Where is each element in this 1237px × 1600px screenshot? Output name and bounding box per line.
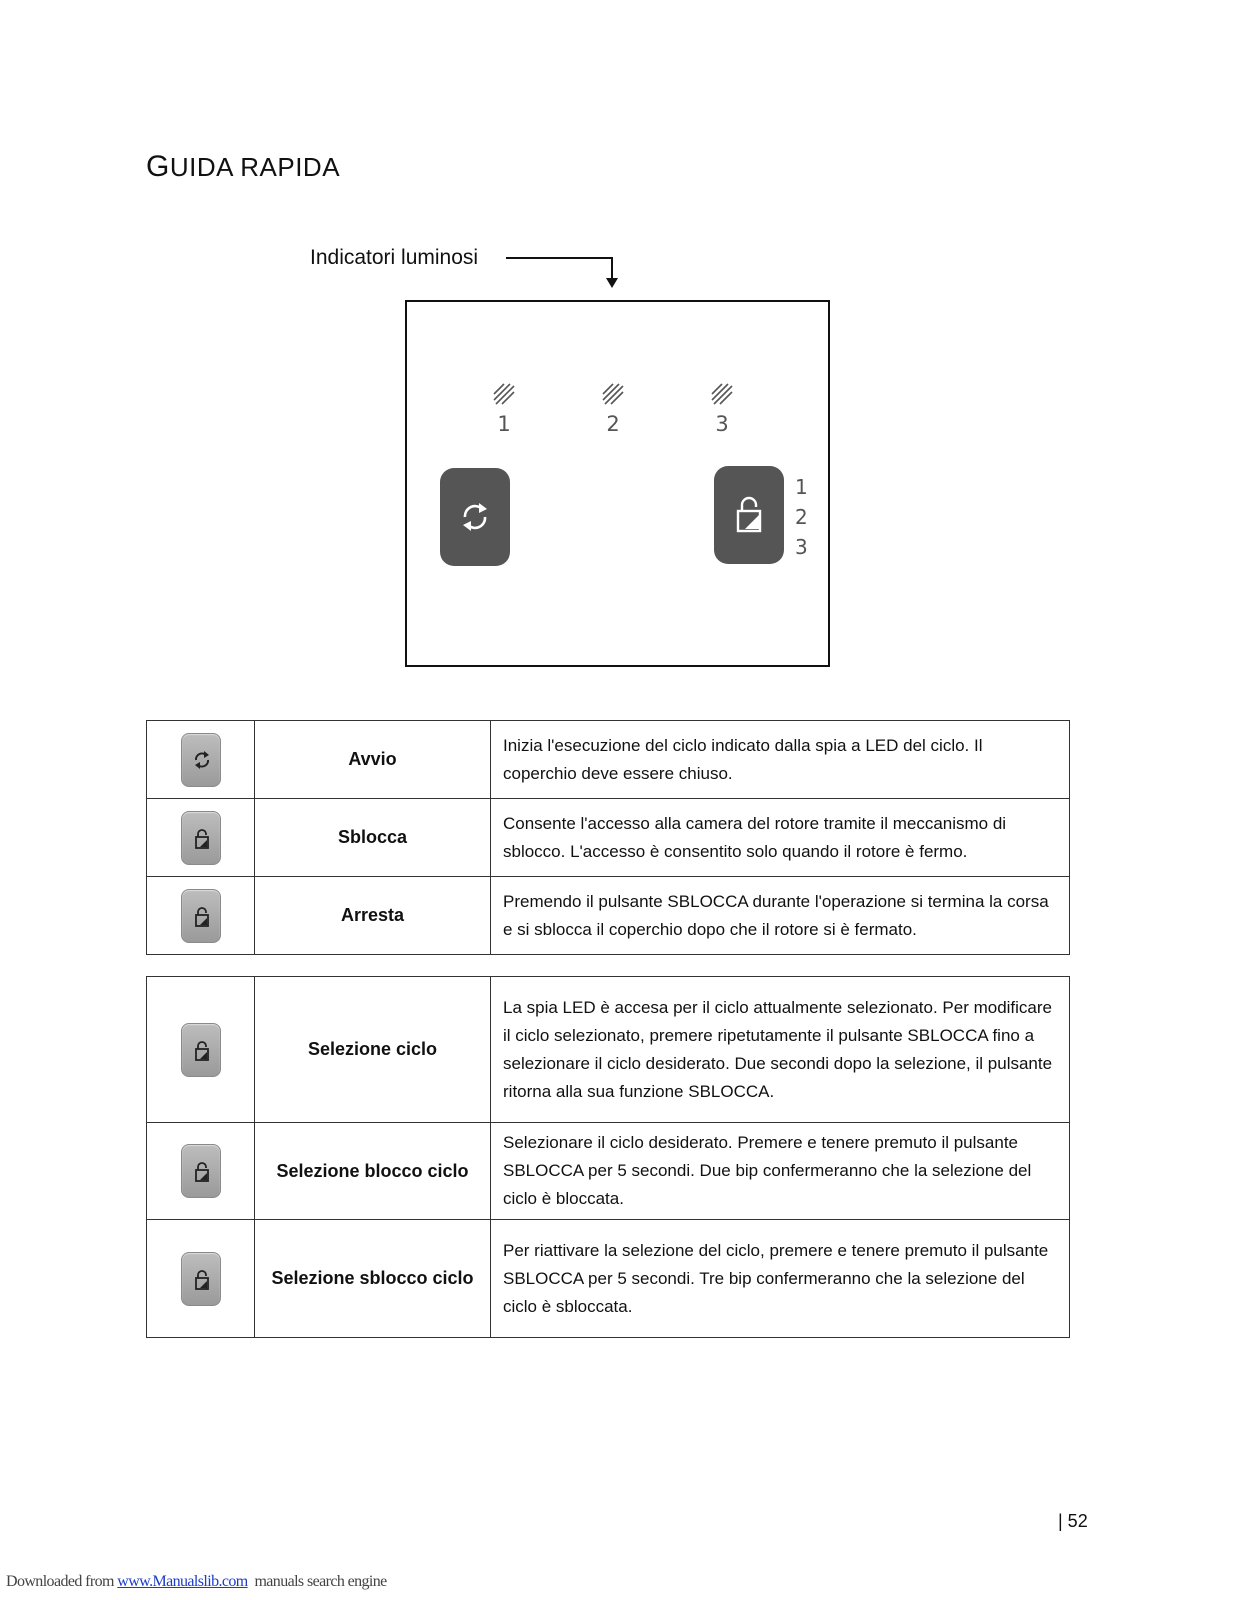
page-title: [146, 150, 340, 184]
function-name: Selezione sblocco ciclo: [255, 1220, 491, 1338]
manualslib-link[interactable]: www.Manualslib.com: [117, 1573, 248, 1590]
unlock-icon: [192, 1040, 212, 1062]
function-description: Per riattivare la selezione del ciclo, premere e tenere premuto il pulsante SBLOCCA per 5 secondi. Tre bip confermeranno che la selezione del ciclo è sbloccata.: [491, 1220, 1070, 1338]
table-row: [147, 977, 1070, 1123]
table-row: [147, 799, 1070, 877]
led-indicator-2-icon: [601, 382, 625, 406]
table-row: [147, 1123, 1070, 1220]
unlock-key-icon: [181, 889, 221, 943]
function-name: Selezione blocco ciclo: [255, 1123, 491, 1220]
unlock-icon: [192, 1161, 212, 1183]
unlock-key-icon: [181, 1144, 221, 1198]
function-description: Selezionare il ciclo desiderato. Premere e tenere premuto il pulsante SBLOCCA per 5 secondi. Due bip confermeranno che la selezione del ciclo è bloccata.: [491, 1123, 1070, 1220]
function-description: Consente l'accesso alla camera del rotore tramite il meccanismo di sblocco. L'accesso è consentito solo quando il rotore è fermo.: [491, 799, 1070, 877]
indicator-label: Indicatori luminosi: [310, 246, 479, 269]
function-description: Premendo il pulsante SBLOCCA durante l'operazione si termina la corsa e si sblocca il coperchio dopo che il rotore si è fermato.: [491, 877, 1070, 955]
side-number-2: 2: [795, 505, 808, 529]
function-name: Selezione ciclo: [255, 977, 491, 1123]
cycle-number-column: [795, 472, 808, 562]
unlock-key-icon: [181, 811, 221, 865]
footer-prefix: Downloaded from: [6, 1573, 118, 1590]
indicator-arrow: [500, 250, 620, 290]
unlock-icon: [731, 495, 767, 535]
function-description: Inizia l'esecuzione del ciclo indicato dalla spia a LED del ciclo. Il coperchio deve essere chiuso.: [491, 721, 1070, 799]
start-button[interactable]: [440, 468, 510, 566]
title-first-letter: G: [146, 150, 170, 183]
footer-suffix: manuals search engine: [247, 1573, 387, 1590]
side-number-3: 3: [795, 535, 808, 559]
led-number-1: 1: [497, 412, 511, 436]
title-rest: UIDA RAPIDA: [169, 152, 341, 182]
unlock-icon: [192, 828, 212, 850]
refresh-icon: [192, 750, 212, 770]
unlock-key-icon: [181, 1252, 221, 1306]
page-number: | 52: [1058, 1511, 1088, 1531]
led-indicator-3-icon: [710, 382, 734, 406]
unlock-button[interactable]: [714, 466, 784, 564]
unlock-icon: [192, 906, 212, 928]
function-table-basic: [146, 720, 1070, 955]
function-name: Avvio: [255, 721, 491, 799]
table-row: [147, 877, 1070, 955]
led-indicator-1-icon: [492, 382, 516, 406]
table-row: [147, 721, 1070, 799]
unlock-key-icon: [181, 1023, 221, 1077]
unlock-icon: [192, 1269, 212, 1291]
led-number-3: 3: [715, 412, 729, 436]
function-description: La spia LED è accesa per il ciclo attualmente selezionato. Per modificare il ciclo selezionato, premere ripetutamente il pulsante SBLOCCA fino a selezionare il ciclo desiderato. Due secondi dopo la selezione, il pulsante ritorna alla sua funzione SBLOCCA.: [491, 977, 1070, 1123]
refresh-icon: [457, 499, 493, 535]
table-row: [147, 1220, 1070, 1338]
side-number-1: 1: [795, 475, 808, 499]
function-name: Sblocca: [255, 799, 491, 877]
download-footer: [6, 1573, 387, 1591]
led-number-2: 2: [606, 412, 620, 436]
function-name: Arresta: [255, 877, 491, 955]
function-table-cycle: [146, 976, 1070, 1338]
control-panel-diagram: [405, 300, 830, 667]
start-key-icon: [181, 733, 221, 787]
